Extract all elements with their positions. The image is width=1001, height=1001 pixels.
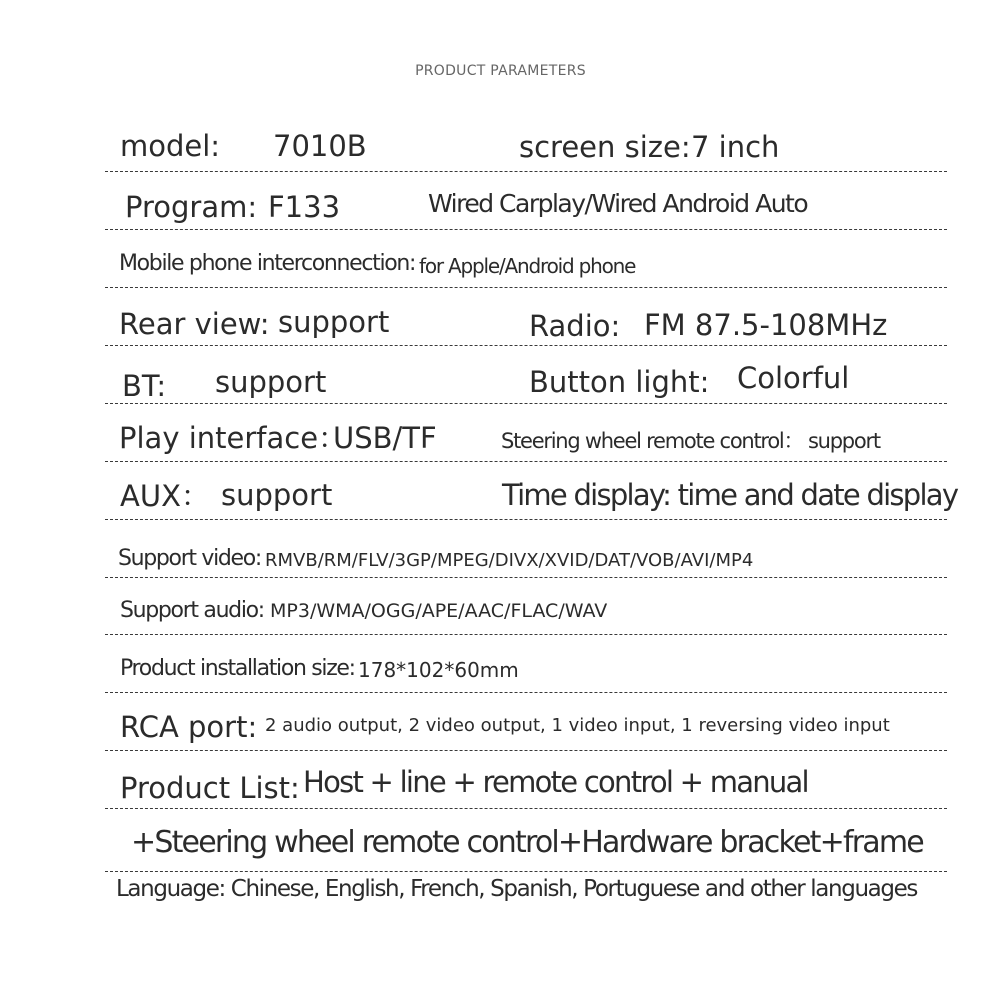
installation-size-value: 178*102*60mm xyxy=(358,658,519,682)
row-divider xyxy=(105,287,947,288)
product-list-label: Product List: xyxy=(120,771,300,805)
button-light-label: Button light: xyxy=(529,365,710,399)
radio-label: Radio: xyxy=(529,309,621,343)
language-text: Language: Chinese, English, French, Spanish, Portuguese and other languages xyxy=(116,876,917,902)
play-interface-label: Play interface： xyxy=(119,421,348,455)
product-list-continued: +Steering wheel remote control+Hardware bracket+frame xyxy=(131,825,923,860)
row-divider xyxy=(105,692,947,693)
button-light-value: Colorful xyxy=(737,361,850,395)
rear-view-value: support xyxy=(278,305,390,339)
play-interface-value: USB/TF xyxy=(333,421,437,455)
row-divider xyxy=(105,519,947,520)
row-divider xyxy=(105,808,947,809)
row-divider xyxy=(105,229,947,230)
row-divider xyxy=(105,871,947,872)
program-value: F133 xyxy=(268,190,341,224)
bt-value: support xyxy=(215,365,327,399)
support-video-value: RMVB/RM/FLV/3GP/MPEG/DIVX/XVID/DAT/VOB/AVI/MP4 xyxy=(265,550,754,571)
screen-size-value: 7 inch xyxy=(691,130,780,164)
bt-label: BT: xyxy=(122,369,167,403)
row-divider xyxy=(105,750,947,751)
support-video-label: Support video: xyxy=(118,546,261,571)
support-audio-label: Support audio: xyxy=(120,598,264,623)
screen-size-label: screen size: xyxy=(519,130,691,164)
rca-port-value: 2 audio output, 2 video output, 1 video input, 1 reversing video input xyxy=(265,715,890,736)
rca-port-label: RCA port: xyxy=(120,710,258,744)
time-display-text: Time display: time and date display xyxy=(502,478,958,512)
rear-view-label: Rear view: xyxy=(119,307,270,341)
mobile-interconnection-label: Mobile phone interconnection: xyxy=(119,251,416,276)
steering-wheel-value: support xyxy=(808,429,880,453)
program-label: Program: xyxy=(125,190,258,224)
support-audio-value: MP3/WMA/OGG/APE/AAC/FLAC/WAV xyxy=(270,600,608,622)
radio-value: FM 87.5-108MHz xyxy=(644,308,888,342)
page-title: PRODUCT PARAMETERS xyxy=(415,63,586,79)
row-divider xyxy=(105,171,947,172)
carplay-text: Wired Carplay/Wired Android Auto xyxy=(428,189,808,218)
row-divider xyxy=(105,577,947,578)
aux-label: AUX： xyxy=(120,479,210,513)
installation-size-label: Product installation size: xyxy=(120,656,355,681)
mobile-interconnection-value: for Apple/Android phone xyxy=(419,254,636,278)
aux-value: support xyxy=(221,478,333,512)
row-divider xyxy=(105,634,947,635)
steering-wheel-label: Steering wheel remote control： xyxy=(501,429,804,453)
product-list-value: Host + line + remote control + manual xyxy=(303,765,808,799)
model-label: model: xyxy=(120,129,221,163)
row-divider xyxy=(105,345,947,346)
row-divider xyxy=(105,403,947,404)
row-divider xyxy=(105,461,947,462)
model-value: 7010B xyxy=(273,129,367,163)
